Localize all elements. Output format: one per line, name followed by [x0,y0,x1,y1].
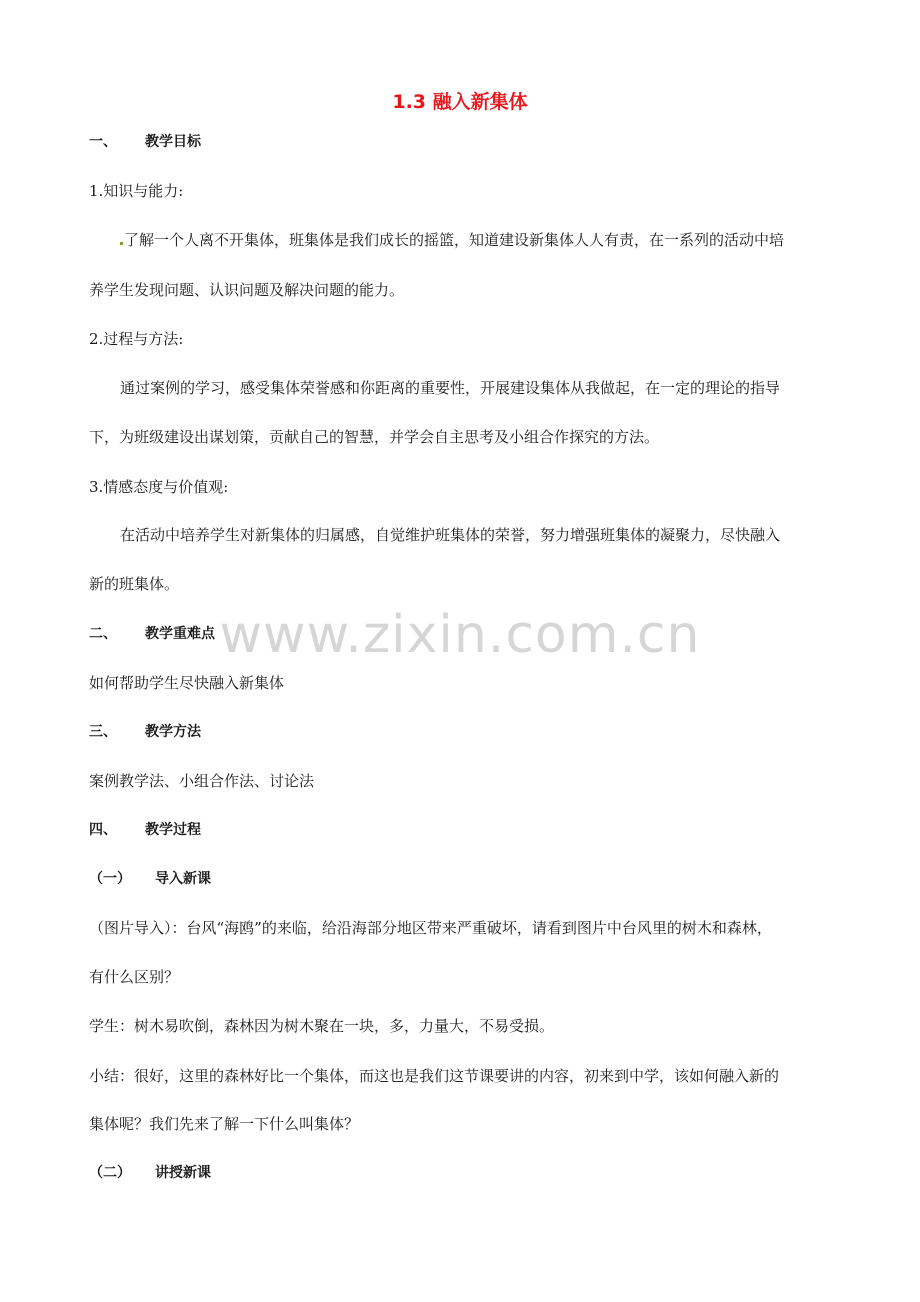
paragraph-text: 了解一个人离不开集体，班集体是我们成长的摇篮，知道建设新集体人人有责，在一系列的活动中培 [124,231,785,249]
watermark: www.zixin.com.cn [219,605,701,665]
section-number: 四、 [89,822,117,838]
paragraph-line: 学生：树木易吹倒，森林因为树木聚在一块，多，力量大，不易受损。 [89,1017,555,1035]
paragraph-line: 新的班集体。 [89,575,180,593]
subheading-process: 2.过程与方法: [89,330,184,348]
paragraph-line: 在活动中培养学生对新集体的归属感，自觉维护班集体的荣誉，努力增强班集体的凝聚力，尽快融入 [120,526,781,544]
section-number: 一、 [89,134,117,150]
section-heading-key-points [89,624,215,644]
subsection-number: （一） [89,871,131,887]
section-number: 二、 [89,626,117,642]
section-heading-methods [89,722,201,742]
paragraph-line: 养学生发现问题、认识问题及解决问题的能力。 [89,281,405,299]
subheading-knowledge: 1.知识与能力: [89,182,184,200]
section-label: 教学目标 [145,134,201,150]
subsection-number: （二） [89,1165,131,1181]
paragraph-line: 集体呢？我们先来了解一下什么叫集体？ [89,1115,360,1133]
subheading-attitude: 3.情感态度与价值观: [89,478,229,496]
paragraph-line: 小结：很好，这里的森林好比一个集体，而这也是我们这节课要讲的内容，初来到中学，该如何融入新的 [89,1067,780,1085]
paragraph-line: 有什么区别？ [89,968,180,986]
subsection-heading-intro [89,869,211,889]
section-heading-objectives [89,132,201,152]
subsection-heading-new-lesson [89,1163,211,1183]
section-heading-process [89,820,201,840]
paragraph-line: （图片导入）：台风“海鸥”的来临，给沿海部分地区带来严重破坏，请看到图片中台风里的树木和森林， [89,919,772,937]
section-number: 三、 [89,724,117,740]
section-label: 教学方法 [145,724,201,740]
subsection-label: 讲授新课 [155,1165,211,1181]
subsection-label: 导入新课 [155,871,211,887]
document-title: 1.3 融入新集体 [392,91,528,113]
paragraph-line: 通过案例的学习，感受集体荣誉感和你距离的重要性，开展建设集体从我做起，在一定的理论的指导 [120,379,781,397]
section-label: 教学重难点 [145,626,215,642]
paragraph-line [120,230,784,250]
paragraph-line: 案例教学法、小组合作法、讨论法 [89,772,315,790]
edit-mark-icon [120,242,123,245]
paragraph-line: 如何帮助学生尽快融入新集体 [89,674,285,692]
paragraph-line: 下，为班级建设出谋划策，贡献自己的智慧，并学会自主思考及小组合作探究的方法。 [89,428,660,446]
section-label: 教学过程 [145,822,201,838]
